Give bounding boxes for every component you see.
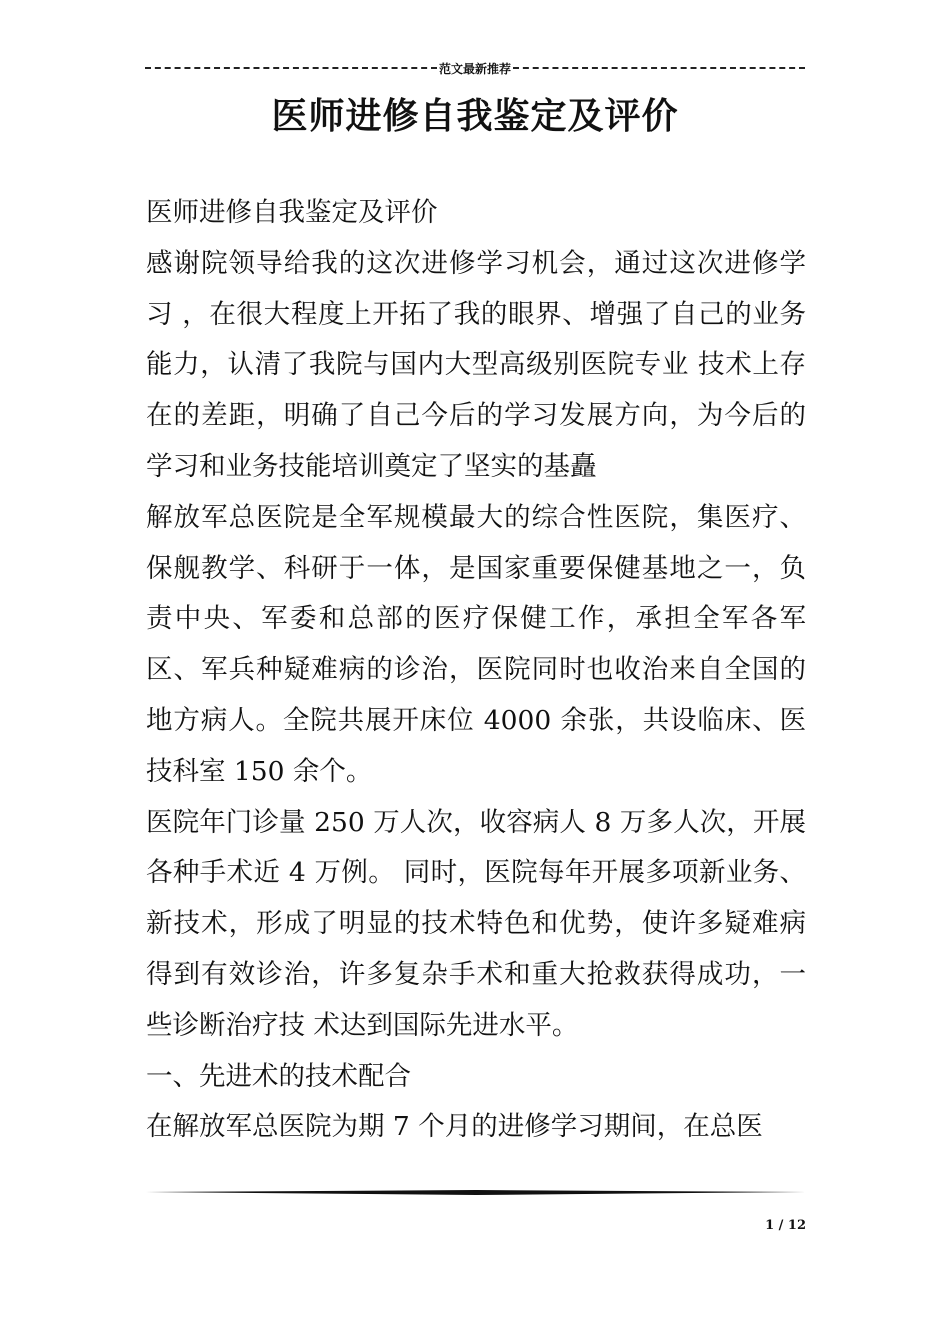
paragraph: 解放军总医院是全军规模最大的综合性医院，集医疗、保舰教学、科研于一体，是国家重要保健基地之一，负责中央、军委和总部的医疗保健工作，承担全军各军区、军兵种疑难病的诊治，医院同时也收治来自全国的地方病人。全院共展开床位 4000 余张，共设临床、医技科室 150 余个。 — [146, 501, 806, 787]
page-header — [145, 58, 805, 78]
footer-divider — [146, 1190, 806, 1195]
page-number: 1 / 12 — [765, 1218, 806, 1233]
section-heading: 一、先进术的技术配合 — [146, 1060, 411, 1092]
header-dash-left — [145, 67, 437, 69]
paragraph: 医院年门诊量 250 万人次，收容病人 8 万多人次，开展各种手术近 4 万例。 同时，医院每年开展多项新业务、新技术，形成了明显的技术特色和优势，使许多疑难病得到有效诊治，许多复杂手术和重大抢救获得成功，一些诊断治疗技 术达到国际先进水平。 — [146, 806, 806, 1041]
document-title: 医师进修自我鉴定及评价 — [271, 96, 679, 137]
paragraph: 感谢院领导给我的这次进修学习机会，通过这次进修学习 ，在很大程度上开拓了我的眼界、增强了自己的业务能力，认清了我院与国内大型高级别医院专业 技术上存在的差距，明确了自己今后的学习发展方向，为今后的学习和业务技能培训奠定了坚实的基矗 — [146, 247, 806, 482]
paragraph: 在解放军总医院为期 7 个月的进修学习期间，在总医 — [146, 1111, 763, 1143]
header-label: 范文最新推荐 — [439, 61, 512, 76]
paragraph-subtitle: 医师进修自我鉴定及评价 — [146, 197, 438, 228]
header-dash-right — [513, 67, 805, 69]
document-body — [146, 188, 806, 1153]
